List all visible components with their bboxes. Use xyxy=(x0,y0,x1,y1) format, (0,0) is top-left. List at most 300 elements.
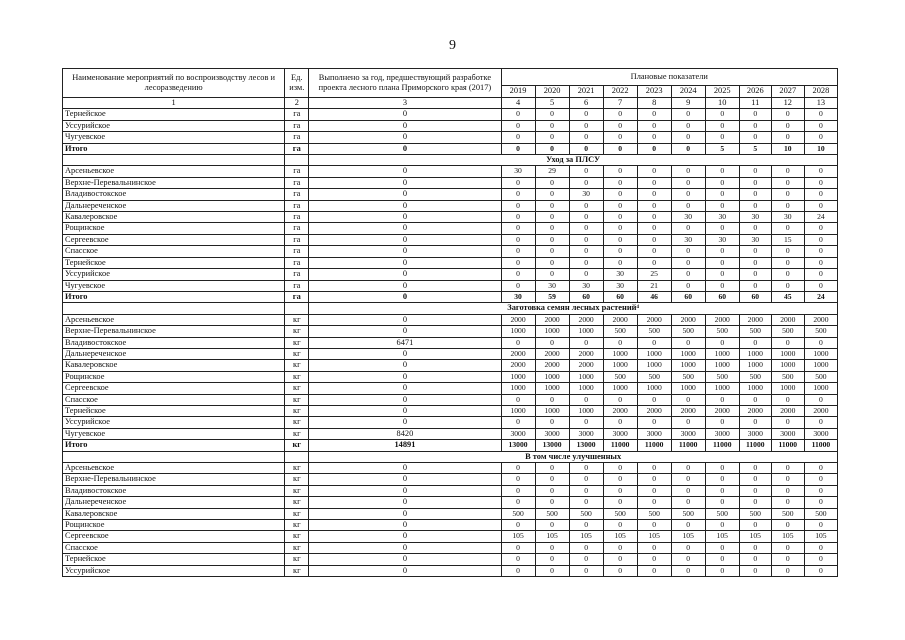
row-plan-value: 0 xyxy=(705,417,739,428)
row-plan-value: 0 xyxy=(804,109,837,120)
table-row xyxy=(63,337,838,348)
row-plan-value: 2000 xyxy=(535,348,569,359)
row-plan-value: 0 xyxy=(603,337,637,348)
row-plan-value: 0 xyxy=(569,394,603,405)
row-plan-value: 2000 xyxy=(705,405,739,416)
row-plan-value: 0 xyxy=(535,200,569,211)
section-title: Заготовка семян лесных растений⁴ xyxy=(309,303,838,314)
row-plan-value: 1000 xyxy=(771,348,804,359)
row-plan-value: 0 xyxy=(771,485,804,496)
row-plan-value: 105 xyxy=(501,531,535,542)
row-name: Верхне-Перевальнинское xyxy=(63,177,285,188)
row-plan-value: 0 xyxy=(501,269,535,280)
row-plan-value: 0 xyxy=(637,246,671,257)
row-plan-value: 1000 xyxy=(705,383,739,394)
row-unit: кг xyxy=(285,428,309,439)
table-row xyxy=(63,200,838,211)
row-plan-value: 105 xyxy=(671,531,705,542)
row-unit: га xyxy=(285,257,309,268)
row-done-value: 0 xyxy=(309,166,501,177)
row-unit: га xyxy=(285,291,309,302)
row-plan-value: 0 xyxy=(739,223,771,234)
column-number: 9 xyxy=(671,98,705,109)
row-plan-value: 0 xyxy=(705,337,739,348)
row-plan-value: 0 xyxy=(771,463,804,474)
row-plan-value: 0 xyxy=(569,246,603,257)
table-row xyxy=(63,109,838,120)
row-name: Арсеньевское xyxy=(63,314,285,325)
table-row xyxy=(63,177,838,188)
row-plan-value: 30 xyxy=(569,280,603,291)
row-plan-value: 2000 xyxy=(804,314,837,325)
row-plan-value: 0 xyxy=(705,485,739,496)
row-name: Итого xyxy=(63,143,285,154)
row-plan-value: 0 xyxy=(671,337,705,348)
row-done-value: 0 xyxy=(309,371,501,382)
row-plan-value: 0 xyxy=(535,212,569,223)
row-done-value: 0 xyxy=(309,223,501,234)
row-plan-value: 0 xyxy=(569,177,603,188)
row-plan-value: 0 xyxy=(603,554,637,565)
row-plan-value: 0 xyxy=(501,497,535,508)
row-plan-value: 46 xyxy=(637,291,671,302)
row-name: Верхне-Перевальнинское xyxy=(63,326,285,337)
row-plan-value: 0 xyxy=(603,257,637,268)
row-plan-value: 0 xyxy=(637,554,671,565)
row-plan-value: 2000 xyxy=(771,314,804,325)
row-plan-value: 0 xyxy=(535,463,569,474)
row-unit: кг xyxy=(285,383,309,394)
row-plan-value: 2000 xyxy=(705,314,739,325)
section-spacer xyxy=(63,303,285,314)
table-row xyxy=(63,166,838,177)
row-name: Тернейское xyxy=(63,109,285,120)
column-number: 8 xyxy=(637,98,671,109)
row-plan-value: 0 xyxy=(637,212,671,223)
row-plan-value: 0 xyxy=(637,337,671,348)
row-plan-value: 0 xyxy=(603,234,637,245)
row-plan-value: 30 xyxy=(501,166,535,177)
table-row xyxy=(63,508,838,519)
row-plan-value: 0 xyxy=(501,257,535,268)
table-row xyxy=(63,280,838,291)
page-number: 9 xyxy=(449,38,456,53)
row-plan-value: 0 xyxy=(705,474,739,485)
row-plan-value: 0 xyxy=(637,417,671,428)
row-plan-value: 1000 xyxy=(501,371,535,382)
row-plan-value: 1000 xyxy=(771,360,804,371)
row-plan-value: 0 xyxy=(804,257,837,268)
row-plan-value: 0 xyxy=(804,463,837,474)
row-plan-value: 1000 xyxy=(671,360,705,371)
year-header: 2027 xyxy=(771,85,804,97)
row-plan-value: 500 xyxy=(671,508,705,519)
row-plan-value: 0 xyxy=(501,120,535,131)
row-plan-value: 10 xyxy=(771,143,804,154)
row-plan-value: 0 xyxy=(705,257,739,268)
row-plan-value: 0 xyxy=(705,166,739,177)
row-plan-value: 29 xyxy=(535,166,569,177)
row-plan-value: 0 xyxy=(804,120,837,131)
table-row xyxy=(63,326,838,337)
row-plan-value: 0 xyxy=(671,246,705,257)
row-plan-value: 0 xyxy=(671,417,705,428)
year-header: 2026 xyxy=(739,85,771,97)
row-done-value: 6471 xyxy=(309,337,501,348)
row-plan-value: 2000 xyxy=(637,405,671,416)
row-plan-value: 2000 xyxy=(603,405,637,416)
table-row xyxy=(63,246,838,257)
row-plan-value: 24 xyxy=(804,291,837,302)
row-plan-value: 13000 xyxy=(535,440,569,451)
section-spacer xyxy=(63,451,285,462)
row-plan-value: 0 xyxy=(603,223,637,234)
row-plan-value: 0 xyxy=(739,394,771,405)
row-plan-value: 0 xyxy=(671,132,705,143)
row-plan-value: 0 xyxy=(501,109,535,120)
year-header: 2022 xyxy=(603,85,637,97)
row-plan-value: 0 xyxy=(804,269,837,280)
row-plan-value: 0 xyxy=(705,120,739,131)
row-plan-value: 0 xyxy=(739,166,771,177)
table-row xyxy=(63,348,838,359)
row-plan-value: 0 xyxy=(535,542,569,553)
row-done-value: 0 xyxy=(309,565,501,576)
row-plan-value: 0 xyxy=(739,474,771,485)
row-plan-value: 0 xyxy=(671,565,705,576)
row-plan-value: 0 xyxy=(671,280,705,291)
row-plan-value: 0 xyxy=(535,497,569,508)
row-plan-value: 0 xyxy=(671,520,705,531)
row-done-value: 0 xyxy=(309,212,501,223)
row-plan-value: 0 xyxy=(671,166,705,177)
section-spacer xyxy=(63,155,285,166)
year-header: 2021 xyxy=(569,85,603,97)
row-plan-value: 60 xyxy=(705,291,739,302)
row-plan-value: 0 xyxy=(739,417,771,428)
row-plan-value: 0 xyxy=(804,542,837,553)
row-unit: га xyxy=(285,120,309,131)
year-header: 2023 xyxy=(637,85,671,97)
row-plan-value: 0 xyxy=(637,177,671,188)
row-plan-value: 0 xyxy=(739,189,771,200)
row-plan-value: 2000 xyxy=(671,314,705,325)
row-plan-value: 30 xyxy=(705,234,739,245)
column-number-row xyxy=(63,98,838,109)
row-plan-value: 1000 xyxy=(535,326,569,337)
row-unit: кг xyxy=(285,417,309,428)
row-plan-value: 0 xyxy=(671,542,705,553)
row-done-value: 0 xyxy=(309,246,501,257)
row-plan-value: 0 xyxy=(637,132,671,143)
row-plan-value: 0 xyxy=(771,120,804,131)
row-plan-value: 0 xyxy=(637,520,671,531)
row-plan-value: 0 xyxy=(637,189,671,200)
row-plan-value: 0 xyxy=(771,223,804,234)
table-row xyxy=(63,120,838,131)
row-plan-value: 0 xyxy=(569,497,603,508)
row-done-value: 0 xyxy=(309,531,501,542)
row-plan-value: 2000 xyxy=(535,360,569,371)
row-name: Арсеньевское xyxy=(63,463,285,474)
row-plan-value: 0 xyxy=(501,463,535,474)
row-plan-value: 0 xyxy=(535,120,569,131)
row-done-value: 0 xyxy=(309,383,501,394)
row-plan-value: 0 xyxy=(739,485,771,496)
row-name: Сергеевское xyxy=(63,531,285,542)
row-name: Чугуевское xyxy=(63,280,285,291)
row-name: Уссурийское xyxy=(63,120,285,131)
row-plan-value: 0 xyxy=(637,166,671,177)
row-done-value: 0 xyxy=(309,497,501,508)
section-row xyxy=(63,303,838,314)
year-header: 2028 xyxy=(804,85,837,97)
row-plan-value: 0 xyxy=(569,132,603,143)
row-plan-value: 11000 xyxy=(637,440,671,451)
row-plan-value: 13000 xyxy=(501,440,535,451)
row-plan-value: 500 xyxy=(804,371,837,382)
row-plan-value: 0 xyxy=(637,497,671,508)
row-unit: кг xyxy=(285,314,309,325)
row-name: Кавалеровское xyxy=(63,508,285,519)
row-unit: кг xyxy=(285,394,309,405)
row-plan-value: 0 xyxy=(804,132,837,143)
column-number: 4 xyxy=(501,98,535,109)
row-name: Чугуевское xyxy=(63,428,285,439)
row-done-value: 0 xyxy=(309,109,501,120)
row-plan-value: 0 xyxy=(771,132,804,143)
row-plan-value: 0 xyxy=(501,246,535,257)
column-number: 12 xyxy=(771,98,804,109)
row-plan-value: 0 xyxy=(705,394,739,405)
row-done-value: 0 xyxy=(309,554,501,565)
column-number: 5 xyxy=(535,98,569,109)
row-plan-value: 0 xyxy=(671,485,705,496)
row-plan-value: 3000 xyxy=(637,428,671,439)
row-plan-value: 0 xyxy=(804,280,837,291)
column-number: 11 xyxy=(739,98,771,109)
row-unit: кг xyxy=(285,463,309,474)
row-plan-value: 0 xyxy=(804,177,837,188)
row-plan-value: 0 xyxy=(705,520,739,531)
row-name: Тернейское xyxy=(63,405,285,416)
row-name: Уссурийское xyxy=(63,417,285,428)
row-plan-value: 500 xyxy=(705,326,739,337)
table-row xyxy=(63,223,838,234)
table-row xyxy=(63,463,838,474)
row-unit: кг xyxy=(285,542,309,553)
row-done-value: 0 xyxy=(309,348,501,359)
row-name: Владивостокское xyxy=(63,189,285,200)
row-plan-value: 1000 xyxy=(501,405,535,416)
row-plan-value: 0 xyxy=(739,280,771,291)
row-plan-value: 105 xyxy=(603,531,637,542)
row-plan-value: 0 xyxy=(705,565,739,576)
row-plan-value: 105 xyxy=(569,531,603,542)
row-plan-value: 0 xyxy=(739,177,771,188)
row-done-value: 0 xyxy=(309,314,501,325)
row-plan-value: 0 xyxy=(804,189,837,200)
row-plan-value: 0 xyxy=(569,223,603,234)
section-title: В том числе улучшенных xyxy=(309,451,838,462)
row-plan-value: 1000 xyxy=(569,326,603,337)
row-plan-value: 0 xyxy=(569,120,603,131)
row-plan-value: 0 xyxy=(569,554,603,565)
row-name: Рощинское xyxy=(63,371,285,382)
row-plan-value: 0 xyxy=(637,485,671,496)
row-plan-value: 0 xyxy=(603,109,637,120)
row-plan-value: 0 xyxy=(603,212,637,223)
row-plan-value: 3000 xyxy=(671,428,705,439)
row-plan-value: 21 xyxy=(637,280,671,291)
row-plan-value: 0 xyxy=(637,542,671,553)
row-plan-value: 500 xyxy=(739,326,771,337)
row-plan-value: 500 xyxy=(705,371,739,382)
row-done-value: 0 xyxy=(309,234,501,245)
row-plan-value: 0 xyxy=(804,223,837,234)
row-plan-value: 0 xyxy=(739,246,771,257)
row-plan-value: 0 xyxy=(804,337,837,348)
row-plan-value: 0 xyxy=(739,497,771,508)
row-done-value: 0 xyxy=(309,177,501,188)
total-row xyxy=(63,291,838,302)
row-plan-value: 3000 xyxy=(603,428,637,439)
row-plan-value: 0 xyxy=(804,565,837,576)
row-plan-value: 0 xyxy=(569,109,603,120)
row-plan-value: 0 xyxy=(771,554,804,565)
row-plan-value: 0 xyxy=(535,485,569,496)
row-plan-value: 0 xyxy=(705,542,739,553)
row-plan-value: 500 xyxy=(501,508,535,519)
row-plan-value: 24 xyxy=(804,212,837,223)
row-plan-value: 1000 xyxy=(569,383,603,394)
row-plan-value: 5 xyxy=(705,143,739,154)
row-name: Арсеньевское xyxy=(63,166,285,177)
row-plan-value: 13000 xyxy=(569,440,603,451)
row-unit: кг xyxy=(285,520,309,531)
row-plan-value: 0 xyxy=(535,234,569,245)
row-plan-value: 1000 xyxy=(637,348,671,359)
row-plan-value: 0 xyxy=(569,520,603,531)
row-name: Владивостокское xyxy=(63,337,285,348)
row-plan-value: 500 xyxy=(603,508,637,519)
header-plan: Плановые показатели xyxy=(501,69,837,86)
row-plan-value: 2000 xyxy=(535,314,569,325)
row-plan-value: 1000 xyxy=(535,383,569,394)
row-unit: га xyxy=(285,280,309,291)
table-row xyxy=(63,405,838,416)
table-row xyxy=(63,417,838,428)
row-plan-value: 3000 xyxy=(771,428,804,439)
table-row xyxy=(63,132,838,143)
column-number: 10 xyxy=(705,98,739,109)
row-plan-value: 0 xyxy=(501,212,535,223)
row-plan-value: 500 xyxy=(771,371,804,382)
row-plan-value: 0 xyxy=(705,109,739,120)
row-unit: кг xyxy=(285,554,309,565)
row-plan-value: 1000 xyxy=(739,360,771,371)
row-plan-value: 60 xyxy=(739,291,771,302)
row-plan-value: 0 xyxy=(705,463,739,474)
row-plan-value: 0 xyxy=(705,132,739,143)
section-row xyxy=(63,155,838,166)
year-header: 2025 xyxy=(705,85,739,97)
row-plan-value: 0 xyxy=(804,246,837,257)
row-plan-value: 0 xyxy=(771,280,804,291)
row-plan-value: 0 xyxy=(569,166,603,177)
row-plan-value: 0 xyxy=(771,542,804,553)
row-plan-value: 0 xyxy=(501,234,535,245)
row-plan-value: 0 xyxy=(771,474,804,485)
table-row xyxy=(63,485,838,496)
row-plan-value: 0 xyxy=(603,189,637,200)
row-plan-value: 0 xyxy=(535,257,569,268)
row-plan-value: 0 xyxy=(771,565,804,576)
row-plan-value: 60 xyxy=(671,291,705,302)
row-name: Спасское xyxy=(63,394,285,405)
section-spacer xyxy=(285,451,309,462)
row-plan-value: 0 xyxy=(603,200,637,211)
row-plan-value: 0 xyxy=(771,109,804,120)
row-plan-value: 0 xyxy=(739,200,771,211)
row-plan-value: 30 xyxy=(671,234,705,245)
row-plan-value: 0 xyxy=(771,257,804,268)
row-plan-value: 0 xyxy=(535,394,569,405)
row-plan-value: 0 xyxy=(535,189,569,200)
row-name: Кавалеровское xyxy=(63,212,285,223)
row-done-value: 8420 xyxy=(309,428,501,439)
row-plan-value: 500 xyxy=(569,508,603,519)
row-plan-value: 0 xyxy=(501,200,535,211)
row-plan-value: 0 xyxy=(535,520,569,531)
header-done: Выполнено за год, предшествующий разработке проекта лесного плана Приморского края (2017) xyxy=(309,69,501,98)
row-plan-value: 1000 xyxy=(739,383,771,394)
row-plan-value: 3000 xyxy=(705,428,739,439)
row-plan-value: 0 xyxy=(569,257,603,268)
row-plan-value: 0 xyxy=(501,223,535,234)
row-unit: га xyxy=(285,132,309,143)
row-unit: кг xyxy=(285,360,309,371)
row-plan-value: 2000 xyxy=(739,314,771,325)
row-plan-value: 0 xyxy=(569,565,603,576)
row-unit: га xyxy=(285,200,309,211)
column-number: 7 xyxy=(603,98,637,109)
row-plan-value: 0 xyxy=(603,177,637,188)
row-plan-value: 0 xyxy=(535,223,569,234)
row-plan-value: 11000 xyxy=(739,440,771,451)
row-plan-value: 0 xyxy=(771,200,804,211)
row-plan-value: 0 xyxy=(705,200,739,211)
row-plan-value: 10 xyxy=(804,143,837,154)
row-plan-value: 0 xyxy=(804,497,837,508)
row-plan-value: 500 xyxy=(739,371,771,382)
row-plan-value: 0 xyxy=(535,417,569,428)
row-plan-value: 0 xyxy=(705,223,739,234)
row-name: Дальнереченское xyxy=(63,200,285,211)
row-unit: кг xyxy=(285,337,309,348)
row-done-value: 0 xyxy=(309,405,501,416)
row-plan-value: 0 xyxy=(705,189,739,200)
row-done-value: 0 xyxy=(309,189,501,200)
row-plan-value: 500 xyxy=(771,326,804,337)
row-plan-value: 0 xyxy=(501,565,535,576)
row-plan-value: 30 xyxy=(569,189,603,200)
row-plan-value: 500 xyxy=(804,508,837,519)
row-plan-value: 0 xyxy=(671,257,705,268)
row-plan-value: 15 xyxy=(771,234,804,245)
row-plan-value: 1000 xyxy=(804,360,837,371)
row-name: Сергеевское xyxy=(63,234,285,245)
